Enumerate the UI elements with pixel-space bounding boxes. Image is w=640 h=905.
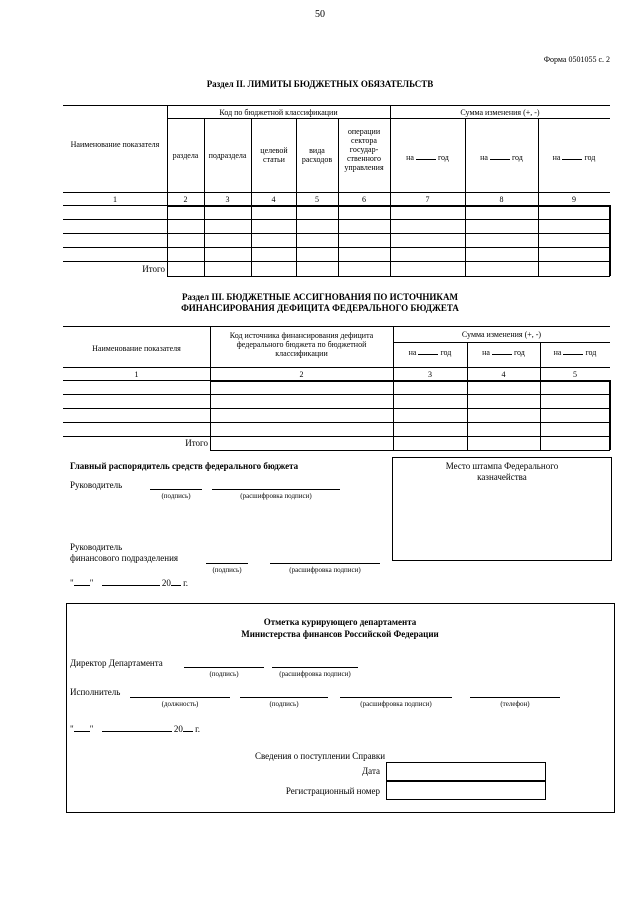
- s2-year-col-1: на год: [406, 153, 449, 162]
- s3-year-col-2: на год: [482, 348, 525, 357]
- reg-number-field[interactable]: [386, 781, 546, 800]
- head-podpis-caption: (подпись): [161, 492, 191, 500]
- executor-podpis-caption: (подпись): [269, 700, 299, 708]
- executor-position-line: [130, 697, 230, 698]
- curator-title-line2: Министерства финансов Российской Федерации: [241, 629, 439, 639]
- s3-year-col-3: на год: [553, 348, 597, 357]
- reg-number-label: Регистрационный номер: [285, 786, 380, 796]
- signatures-date-line: " " 20 г.: [70, 578, 189, 588]
- s2-num-3: 3: [225, 195, 230, 204]
- director-decode-caption: (расшифровка подписи): [279, 670, 351, 678]
- date-field[interactable]: [386, 762, 546, 781]
- s3-num-5: 5: [573, 370, 577, 379]
- s3-num-1: 1: [134, 370, 139, 379]
- s2-num-9: 9: [572, 195, 576, 204]
- fin-signature-line: [206, 563, 248, 564]
- main-distributor-title: Главный распорядитель средств федерального бюджета: [70, 461, 299, 471]
- s2-col-tselevoy: целевой статьи: [260, 146, 288, 164]
- s2-num-6: 6: [362, 195, 366, 204]
- section2-title: Раздел II. ЛИМИТЫ БЮДЖЕТНЫХ ОБЯЗАТЕЛЬСТВ: [206, 79, 434, 89]
- s2-total-label: Итого: [142, 264, 165, 274]
- s2-col-podrazdel: подраздела: [208, 151, 247, 160]
- executor-decode-line: [340, 697, 452, 698]
- s2-num-5: 5: [315, 195, 319, 204]
- director-signature-line: [184, 667, 264, 668]
- fin-decode-line: [270, 563, 380, 564]
- director-label: Директор Департамента: [70, 658, 163, 668]
- s2-num-2: 2: [183, 195, 188, 204]
- section3-title-line2: ФИНАНСИРОВАНИЯ ДЕФИЦИТА ФЕДЕРАЛЬНОГО БЮДЖЕТА: [181, 303, 459, 313]
- executor-phone-caption: (телефон): [500, 700, 530, 708]
- s2-num-8: 8: [499, 195, 504, 204]
- s3-code-header: Код источника финансирования дефицита федерального бюджета по бюджетной классификации: [229, 331, 374, 358]
- executor-position-caption: (должность): [161, 700, 199, 708]
- fin-podpis-caption: (подпись): [212, 566, 242, 574]
- head-fin-label-line1: Руководитель: [70, 542, 123, 552]
- receipt-info-title: Сведения о поступлении Справки: [254, 751, 386, 761]
- curator-date-line: " " 20 г.: [70, 724, 201, 734]
- s2-sum-group-header: Сумма изменения (+, -): [460, 108, 540, 117]
- head-label: Руководитель: [70, 480, 123, 490]
- fin-decode-caption: (расшифровка подписи): [289, 566, 361, 574]
- s3-num-3: 3: [428, 370, 432, 379]
- s2-num-7: 7: [425, 195, 430, 204]
- s3-num-4: 4: [501, 370, 506, 379]
- form-id: Форма 0501055 с. 2: [543, 55, 610, 64]
- executor-label: Исполнитель: [70, 687, 121, 697]
- director-podpis-caption: (подпись): [209, 670, 239, 678]
- section3-title-line1: Раздел III. БЮДЖЕТНЫЕ АССИГНОВАНИЯ ПО ИСТОЧНИКАМ: [182, 292, 458, 302]
- s2-code-group-header: Код по бюджетной классификации: [219, 108, 338, 117]
- s2-col-name-header: Наименование показателя: [70, 140, 160, 149]
- head-fin-label-line2: финансового подразделения: [70, 553, 179, 563]
- executor-signature-line: [240, 697, 328, 698]
- s3-sum-group-header: Сумма изменения (+, -): [461, 330, 542, 339]
- page-number: 50: [315, 9, 325, 20]
- s3-col-name-header: Наименование показателя: [92, 344, 181, 353]
- stamp-label-line1: Место штампа Федерального: [445, 461, 559, 471]
- s2-col-vida: вида расходов: [301, 146, 333, 164]
- head-signature-line: [150, 489, 202, 490]
- s3-total-label: Итого: [185, 438, 208, 448]
- executor-phone-line: [470, 697, 560, 698]
- head-decode-caption: (расшифровка подписи): [240, 492, 312, 500]
- s3-year-col-1: на год: [408, 348, 452, 357]
- s2-year-col-3: на год: [552, 153, 596, 162]
- head-decode-line: [212, 489, 340, 490]
- director-decode-line: [272, 667, 358, 668]
- curator-title-line1: Отметка курирующего департамента: [263, 617, 417, 627]
- s2-num-1: 1: [113, 195, 117, 204]
- s2-col-operatsii: операции сектора государ-ственного управления: [344, 127, 384, 172]
- s2-col-razdel: раздела: [172, 151, 199, 160]
- date-label: Дата: [362, 766, 380, 776]
- s3-num-2: 2: [299, 370, 304, 379]
- s2-year-col-2: на год: [480, 153, 523, 162]
- executor-decode-caption: (расшифровка подписи): [360, 700, 432, 708]
- stamp-label-line2: казначейства: [477, 472, 527, 482]
- s2-num-4: 4: [271, 195, 276, 204]
